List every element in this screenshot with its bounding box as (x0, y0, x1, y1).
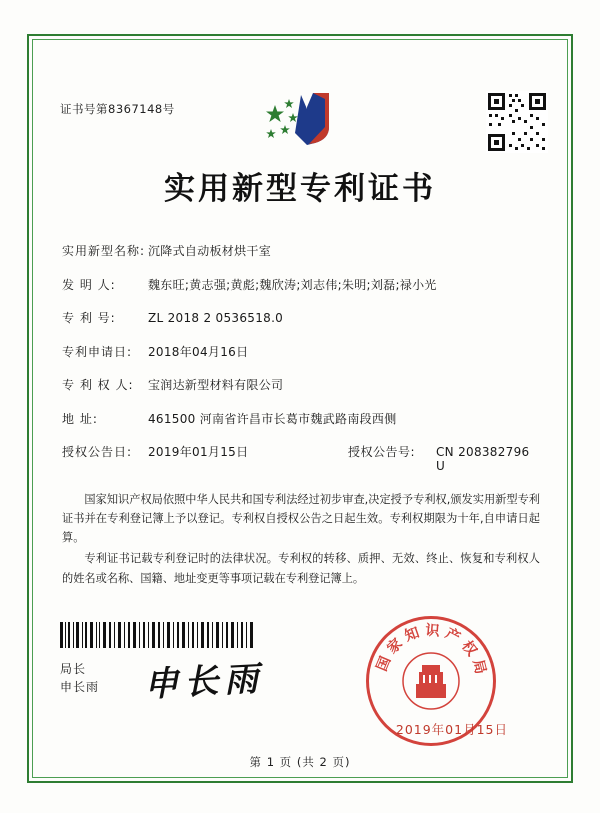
field-label: 地 址: (62, 411, 98, 426)
field-value: 2019年01月15日 (148, 445, 249, 459)
legal-paragraph: 专利证书记载专利登记时的法律状况。专利权的转移、质押、无效、终止、恢复和专利权人的姓名或名称、国籍、地址变更等事项记载在专利登记簿上。 (62, 552, 540, 585)
field-row (62, 343, 542, 360)
field-row (62, 242, 542, 259)
field-value-secondary: CN 208382796 U (436, 445, 530, 473)
signer-name: 申长雨 (60, 680, 100, 694)
field-value: 2018年04月16日 (148, 344, 249, 359)
page-number: 第 1 页 (共 2 页) (249, 755, 351, 769)
field-value: 宝润达新型材料有限公司 (148, 378, 284, 392)
field-label: 授权公告日: (62, 445, 133, 459)
certificate-fields (32, 242, 568, 473)
field-row (62, 410, 542, 427)
field-row (62, 309, 542, 326)
barcode (60, 622, 256, 648)
field-row-announcement (62, 443, 542, 473)
field-label: 实用新型名称: (62, 244, 146, 258)
qr-code-icon (486, 91, 548, 153)
signature-block (60, 660, 99, 696)
field-value: ZL 2018 2 0536518.0 (148, 311, 284, 325)
legal-paragraph: 国家知识产权局依照中华人民共和国专利法经过初步审查,决定授予专利权,颁发实用新型专利证书并在专利登记簿上予以登记。专利权自授权公告之日起生效。专利权期限为十年,自申请日起算。 (62, 492, 540, 545)
seal-date: 2019年01月15日 (395, 722, 508, 737)
handwritten-signature: 申长雨 (143, 658, 266, 706)
field-label: 专 利 权 人: (62, 378, 134, 392)
field-label-secondary: 授权公告号: (348, 445, 416, 459)
page-title: 实用新型专利证书 (164, 171, 436, 207)
field-label: 发 明 人: (62, 277, 116, 292)
certificate-number: 证书号第8367148号 (60, 102, 175, 116)
legal-text (32, 490, 568, 588)
field-value: 沉降式自动板材烘干室 (148, 244, 272, 258)
field-label: 专利申请日: (62, 344, 133, 359)
certificate-content (32, 39, 568, 778)
certificate-footer-area (32, 612, 568, 772)
field-value: 461500 河南省许昌市长葛市魏武路南段西侧 (148, 411, 397, 426)
svg-text:国家知识产权局: 国家知识产权局 (374, 622, 490, 681)
certificate-header (32, 39, 568, 149)
field-label: 专 利 号: (62, 311, 116, 325)
cnipa-logo-icon (245, 87, 355, 149)
signer-role: 局长 (60, 662, 87, 676)
field-row (62, 276, 542, 293)
field-value: 魏东旺;黄志强;黄彪;魏欣涛;刘志伟;朱明;刘磊;禄小光 (148, 277, 437, 292)
field-row (62, 376, 542, 393)
